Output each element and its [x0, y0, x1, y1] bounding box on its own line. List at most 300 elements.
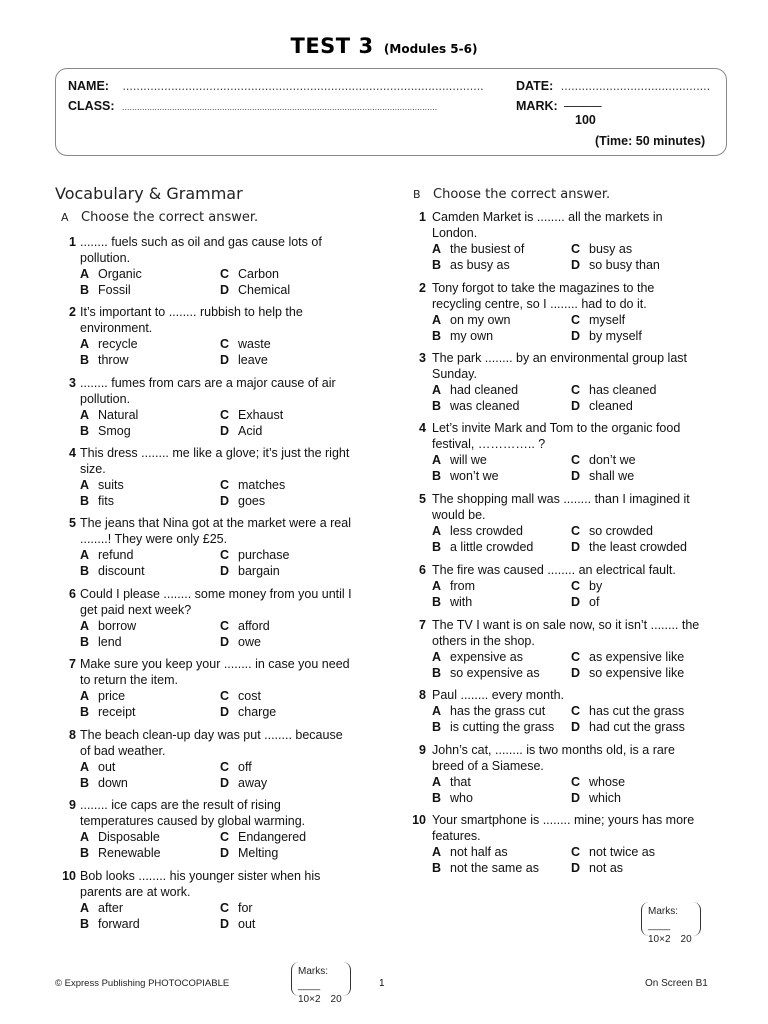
option-b[interactable]: [432, 594, 571, 610]
option-text: had cut the grass: [589, 720, 685, 734]
option-b[interactable]: [80, 704, 220, 720]
answer-options: [432, 382, 706, 414]
option-letter: B: [80, 776, 90, 790]
option-a[interactable]: [432, 578, 571, 594]
option-text: so expensive as: [450, 666, 540, 680]
part-a-instruction: [61, 210, 258, 225]
option-text: bargain: [238, 564, 280, 578]
option-text: recycle: [98, 337, 138, 351]
option-d[interactable]: [220, 493, 370, 509]
option-text: owe: [238, 635, 261, 649]
option-text: throw: [98, 353, 129, 367]
option-b[interactable]: [432, 665, 571, 681]
option-letter: C: [571, 845, 581, 859]
option-letter: B: [432, 666, 442, 680]
option-text: on my own: [450, 313, 511, 327]
option-letter: A: [80, 337, 90, 351]
option-b[interactable]: [80, 634, 220, 650]
question-stem: Bob looks ........ his younger sister when his parents are at work.: [80, 869, 321, 899]
part-b-letter: B: [413, 188, 421, 201]
answer-options: [80, 618, 354, 650]
option-letter: C: [571, 579, 581, 593]
part-b-text: Choose the correct answer.: [433, 187, 611, 202]
option-letter: A: [80, 408, 90, 422]
option-text: Carbon: [238, 267, 279, 281]
class-label: CLASS:: [68, 99, 115, 113]
question-stem: The TV I want is on sale now, so it isn’t ........ the others in the shop.: [432, 618, 700, 648]
option-letter: C: [220, 830, 230, 844]
option-b[interactable]: [432, 719, 571, 735]
option-letter: A: [432, 524, 442, 538]
option-c[interactable]: [220, 336, 370, 352]
question-number: 8: [69, 728, 76, 742]
marks-box-part-b: [641, 902, 701, 945]
option-text: my own: [450, 329, 494, 343]
option-b[interactable]: [432, 398, 571, 414]
option-text: the busiest of: [450, 242, 525, 256]
question-number: 1: [419, 210, 426, 224]
question-stem: This dress ........ me like a glove; it’s just the right size.: [80, 446, 350, 476]
option-letter: A: [80, 478, 90, 492]
mark-line: ———: [564, 99, 602, 113]
option-letter: A: [80, 548, 90, 562]
option-letter: B: [432, 399, 442, 413]
option-text: so crowded: [589, 524, 653, 538]
marks-multiplier: 10×2: [648, 934, 671, 945]
option-letter: C: [220, 408, 230, 422]
option-text: out: [98, 760, 116, 774]
question-number: 3: [69, 376, 76, 390]
option-c[interactable]: [571, 241, 721, 257]
option-text: discount: [98, 564, 145, 578]
question-stem: ........ ice caps are the result of rising temperatures caused by global warming.: [80, 798, 306, 828]
option-letter: A: [80, 901, 90, 915]
option-b[interactable]: [432, 860, 571, 876]
option-b[interactable]: [80, 352, 220, 368]
option-text: Smog: [98, 424, 131, 438]
part-b-question-8: [406, 687, 706, 735]
date-label: DATE:: [516, 79, 554, 93]
option-b[interactable]: [80, 493, 220, 509]
mark-label: MARK:: [516, 99, 558, 113]
answer-options: [80, 547, 354, 579]
option-text: suits: [98, 478, 124, 492]
option-text: less crowded: [450, 524, 523, 538]
option-c[interactable]: [220, 266, 370, 282]
part-b-question-1: [406, 209, 706, 273]
answer-options: [432, 774, 706, 806]
option-d[interactable]: [220, 916, 370, 932]
option-text: down: [98, 776, 128, 790]
date-field[interactable]: ...........................................: [560, 79, 711, 93]
answer-options: [80, 829, 354, 861]
option-text: forward: [98, 917, 140, 931]
option-text: fits: [98, 494, 114, 508]
option-a[interactable]: [432, 452, 571, 468]
marks-box-part-a: [291, 962, 351, 1005]
question-number: 5: [419, 492, 426, 506]
option-letter: D: [220, 494, 230, 508]
part-a-question-7: [54, 656, 354, 720]
option-letter: D: [220, 564, 230, 578]
option-d[interactable]: [571, 468, 721, 484]
part-a-question-4: [54, 445, 354, 509]
option-d[interactable]: [220, 352, 370, 368]
question-number: 7: [419, 618, 426, 632]
option-b[interactable]: [80, 563, 220, 579]
option-text: of: [589, 595, 600, 609]
option-d[interactable]: [220, 563, 370, 579]
answer-options: [432, 523, 706, 555]
option-a[interactable]: [80, 336, 220, 352]
option-c[interactable]: [220, 547, 370, 563]
option-d[interactable]: [220, 775, 370, 791]
option-letter: C: [220, 901, 230, 915]
option-letter: B: [432, 258, 442, 272]
option-letter: A: [432, 704, 442, 718]
option-text: that: [450, 775, 471, 789]
option-text: has the grass cut: [450, 704, 546, 718]
question-number: 4: [419, 421, 426, 435]
option-a[interactable]: [80, 547, 220, 563]
option-letter: D: [220, 846, 230, 860]
option-text: so expensive like: [589, 666, 685, 680]
answer-options: [80, 759, 354, 791]
option-text: the least crowded: [589, 540, 687, 554]
option-d[interactable]: [220, 423, 370, 439]
option-a[interactable]: [80, 900, 220, 916]
option-letter: A: [432, 775, 442, 789]
question-stem: Make sure you keep your ........ in case you need to return the item.: [80, 657, 350, 687]
option-text: out: [238, 917, 256, 931]
option-d[interactable]: [571, 665, 721, 681]
option-c[interactable]: [571, 578, 721, 594]
option-d[interactable]: [571, 539, 721, 555]
option-letter: D: [220, 353, 230, 367]
option-letter: A: [432, 579, 442, 593]
answer-options: [80, 407, 354, 439]
option-d[interactable]: [571, 719, 721, 735]
question-number: 6: [419, 563, 426, 577]
option-b[interactable]: [80, 845, 220, 861]
test-title-main: TEST 3: [290, 34, 374, 58]
test-title-modules: (Modules 5-6): [383, 42, 478, 56]
option-letter: D: [220, 283, 230, 297]
answer-options: [80, 336, 354, 368]
part-a-question-1: [54, 234, 354, 298]
class-field[interactable]: ..............................................................................................................................: [122, 102, 438, 112]
option-letter: C: [220, 760, 230, 774]
option-letter: D: [571, 791, 581, 805]
option-letter: C: [571, 775, 581, 789]
option-b[interactable]: [432, 257, 571, 273]
question-stem: It’s important to ........ rubbish to help the environment.: [80, 305, 303, 335]
option-text: Acid: [238, 424, 263, 438]
option-letter: B: [432, 469, 442, 483]
option-letter: B: [80, 917, 90, 931]
time-allowed: (Time: 50 minutes): [595, 134, 706, 148]
option-letter: B: [80, 424, 90, 438]
marks-total: 20: [330, 994, 342, 1005]
option-text: refund: [98, 548, 134, 562]
date-row: [516, 79, 710, 93]
option-text: afford: [238, 619, 270, 633]
part-a-question-2: [54, 304, 354, 368]
option-b[interactable]: [80, 282, 220, 298]
option-text: myself: [589, 313, 626, 327]
option-a[interactable]: [80, 407, 220, 423]
option-c[interactable]: [571, 703, 721, 719]
option-b[interactable]: [80, 423, 220, 439]
option-letter: C: [571, 524, 581, 538]
option-letter: D: [571, 720, 581, 734]
answer-options: [432, 312, 706, 344]
option-text: off: [238, 760, 252, 774]
option-text: by myself: [589, 329, 642, 343]
option-text: Renewable: [98, 846, 161, 860]
option-a[interactable]: [432, 382, 571, 398]
option-letter: C: [571, 453, 581, 467]
question-stem: Tony forgot to take the magazines to the recycling centre, so I ........ had to do it.: [432, 281, 655, 311]
option-b[interactable]: [432, 468, 571, 484]
footer-book-title: On Screen B1: [645, 978, 708, 989]
option-c[interactable]: [571, 382, 721, 398]
option-a[interactable]: [80, 759, 220, 775]
option-text: Endangered: [238, 830, 307, 844]
answer-options: [432, 241, 706, 273]
option-letter: A: [432, 650, 442, 664]
option-text: cost: [238, 689, 261, 703]
part-b-question-5: [406, 491, 706, 555]
option-a[interactable]: [432, 703, 571, 719]
option-text: Organic: [98, 267, 142, 281]
option-letter: D: [571, 666, 581, 680]
option-text: matches: [238, 478, 286, 492]
option-letter: D: [571, 329, 581, 343]
option-letter: B: [80, 353, 90, 367]
question-stem: Camden Market is ........ all the markets in London.: [432, 210, 663, 240]
part-a-text: Choose the correct answer.: [81, 210, 259, 225]
option-letter: B: [80, 705, 90, 719]
option-b[interactable]: [432, 328, 571, 344]
option-letter: C: [220, 548, 230, 562]
option-text: is cutting the grass: [450, 720, 555, 734]
option-a[interactable]: [80, 688, 220, 704]
option-text: goes: [238, 494, 266, 508]
option-a[interactable]: [432, 523, 571, 539]
name-label: NAME:: [68, 79, 109, 93]
name-row: [68, 79, 484, 93]
option-text: cleaned: [589, 399, 633, 413]
option-letter: B: [432, 720, 442, 734]
option-a[interactable]: [432, 312, 571, 328]
option-b[interactable]: [432, 539, 571, 555]
question-stem: The park ........ by an environmental group last Sunday.: [432, 351, 687, 381]
answer-options: [80, 477, 354, 509]
option-text: not twice as: [589, 845, 656, 859]
mark-row: [516, 99, 602, 113]
question-number: 8: [419, 688, 426, 702]
option-text: by: [589, 579, 603, 593]
option-letter: B: [80, 846, 90, 860]
option-letter: A: [432, 453, 442, 467]
option-c[interactable]: [220, 759, 370, 775]
option-text: borrow: [98, 619, 137, 633]
option-letter: D: [220, 635, 230, 649]
option-c[interactable]: [220, 900, 370, 916]
part-a-question-3: [54, 375, 354, 439]
option-text: which: [589, 791, 621, 805]
option-text: Fossil: [98, 283, 131, 297]
option-d[interactable]: [220, 634, 370, 650]
part-a-question-9: [54, 797, 354, 861]
answer-options: [80, 900, 354, 932]
option-a[interactable]: [432, 649, 571, 665]
question-number: 2: [69, 305, 76, 319]
option-letter: A: [432, 242, 442, 256]
answer-options: [80, 266, 354, 298]
question-number: 10: [412, 813, 426, 827]
option-d[interactable]: [571, 398, 721, 414]
part-b-question-9: [406, 742, 706, 806]
option-a[interactable]: [80, 618, 220, 634]
option-text: has cut the grass: [589, 704, 685, 718]
question-stem: The beach clean-up day was put ........ because of bad weather.: [80, 728, 343, 758]
option-c[interactable]: [220, 407, 370, 423]
option-b[interactable]: [80, 775, 220, 791]
option-d[interactable]: [571, 790, 721, 806]
option-text: purchase: [238, 548, 290, 562]
footer-copyright: © Express Publishing PHOTOCOPIABLE: [55, 978, 230, 989]
option-letter: A: [432, 313, 442, 327]
option-text: as expensive like: [589, 650, 685, 664]
option-text: expensive as: [450, 650, 523, 664]
option-text: from: [450, 579, 475, 593]
option-c[interactable]: [220, 829, 370, 845]
answer-options: [432, 844, 706, 876]
option-text: has cleaned: [589, 383, 657, 397]
option-text: charge: [238, 705, 277, 719]
part-a-question-10: [54, 868, 354, 932]
option-text: busy as: [589, 242, 633, 256]
option-letter: B: [432, 595, 442, 609]
marks-label: Marks: ____: [298, 966, 328, 991]
option-c[interactable]: [571, 452, 721, 468]
option-d[interactable]: [571, 594, 721, 610]
option-b[interactable]: [432, 790, 571, 806]
option-text: Disposable: [98, 830, 160, 844]
option-text: as busy as: [450, 258, 510, 272]
option-text: whose: [589, 775, 626, 789]
option-text: Exhaust: [238, 408, 284, 422]
option-d[interactable]: [571, 257, 721, 273]
option-d[interactable]: [220, 282, 370, 298]
option-c[interactable]: [220, 688, 370, 704]
option-text: a little crowded: [450, 540, 534, 554]
part-a-question-8: [54, 727, 354, 791]
option-b[interactable]: [80, 916, 220, 932]
question-stem: John’s cat, ........ is two months old, is a rare breed of a Siamese.: [432, 743, 675, 773]
question-number: 10: [62, 869, 76, 883]
option-text: price: [98, 689, 126, 703]
option-c[interactable]: [220, 618, 370, 634]
option-letter: D: [571, 399, 581, 413]
option-letter: B: [80, 283, 90, 297]
option-text: will we: [450, 453, 487, 467]
option-d[interactable]: [220, 845, 370, 861]
answer-options: [80, 688, 354, 720]
option-text: was cleaned: [450, 399, 520, 413]
option-a[interactable]: [432, 774, 571, 790]
part-a-letter: A: [61, 211, 69, 224]
option-c[interactable]: [571, 844, 721, 860]
question-stem: Your smartphone is ........ mine; yours has more features.: [432, 813, 695, 843]
option-c[interactable]: [571, 649, 721, 665]
option-d[interactable]: [571, 328, 721, 344]
option-letter: D: [571, 258, 581, 272]
answer-options: [432, 578, 706, 610]
option-c[interactable]: [571, 312, 721, 328]
option-letter: C: [220, 689, 230, 703]
student-info-box: [55, 68, 727, 156]
name-field[interactable]: ........................................................................................................: [122, 79, 484, 93]
option-letter: C: [220, 478, 230, 492]
option-text: leave: [238, 353, 268, 367]
section-title: Vocabulary & Grammar: [55, 184, 243, 203]
option-letter: C: [571, 383, 581, 397]
option-letter: B: [80, 564, 90, 578]
option-letter: B: [432, 791, 442, 805]
option-text: away: [238, 776, 268, 790]
part-b-question-2: [406, 280, 706, 344]
question-stem: Paul ........ every month.: [432, 688, 565, 702]
option-d[interactable]: [220, 704, 370, 720]
question-number: 7: [69, 657, 76, 671]
option-c[interactable]: [220, 477, 370, 493]
option-d[interactable]: [571, 860, 721, 876]
option-letter: D: [220, 424, 230, 438]
option-letter: B: [80, 635, 90, 649]
option-a[interactable]: [80, 266, 220, 282]
option-letter: D: [571, 469, 581, 483]
option-a[interactable]: [80, 477, 220, 493]
option-a[interactable]: [432, 844, 571, 860]
question-number: 3: [419, 351, 426, 365]
option-letter: C: [571, 704, 581, 718]
option-letter: A: [80, 689, 90, 703]
question-stem: ........ fumes from cars are a major cause of air pollution.: [80, 376, 336, 406]
option-letter: A: [432, 845, 442, 859]
option-a[interactable]: [80, 829, 220, 845]
option-letter: C: [220, 619, 230, 633]
page-number: 1: [379, 978, 385, 989]
part-b-question-10: [406, 812, 706, 876]
option-text: won’t we: [450, 469, 499, 483]
option-text: not half as: [450, 845, 508, 859]
question-stem: The shopping mall was ........ than I imagined it would be.: [432, 492, 690, 522]
question-stem: The fire was caused ........ an electrical fault.: [432, 563, 676, 577]
option-a[interactable]: [432, 241, 571, 257]
class-row: [68, 99, 437, 113]
option-letter: C: [571, 313, 581, 327]
part-b-instruction: [413, 187, 610, 202]
option-c[interactable]: [571, 774, 721, 790]
answer-options: [432, 649, 706, 681]
option-letter: D: [220, 776, 230, 790]
option-text: shall we: [589, 469, 635, 483]
option-c[interactable]: [571, 523, 721, 539]
option-letter: C: [220, 267, 230, 281]
